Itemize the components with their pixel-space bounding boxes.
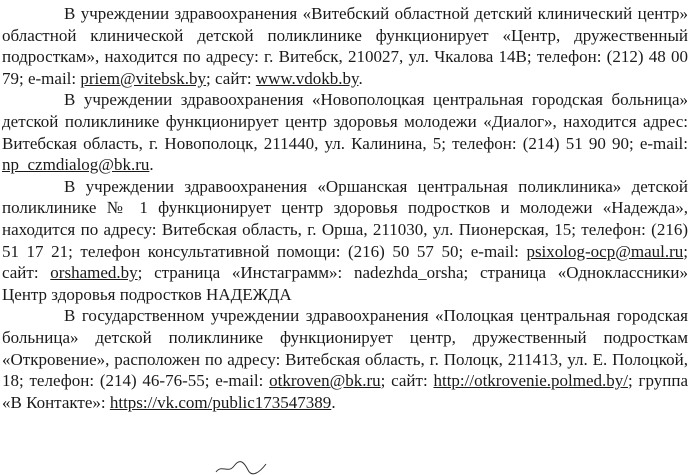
website-link[interactable]: http://otkrovenie.polmed.by/ — [433, 371, 628, 391]
paragraph-text: В учреждении здравоохранения «Витебский областной детский клинический центр» областной клинической детской поликлинике функционирует «Центр, дружественный подросткам», находится по адресу: г. Витебск, 210027, ул. Чкалова 14В; телефон: (212) 48 00 79; e-mail: — [2, 4, 688, 88]
paragraph-text: В государственном учреждении здравоохранения «Полоцкая центральная городская больница» детской поликлинике функционирует центр, дружественный подросткам «Откровение», расположен по адресу: Витебская область, г. Полоцк, 211413, ул. Е. Полоцкой, 18; телефон: (214) 46-76-55; e-mail: — [2, 306, 688, 391]
email-link[interactable]: priem@vitebsk.by — [80, 68, 207, 88]
paragraph-vitebsk-center — [2, 3, 688, 89]
website-link[interactable]: orshamed.by — [50, 263, 138, 283]
vk-group-link[interactable]: https://vk.com/public173547389 — [109, 392, 332, 412]
paragraph-text: ; сайт: — [380, 371, 434, 391]
paragraph-novopolotsk-center — [2, 89, 688, 175]
paragraph-text: ; страница «Инстаграмм»: nadezhda_orsha; страница «Одноклассники» Центр здоровья подростков НАДЕЖДА — [2, 263, 688, 304]
paragraph-text: . — [331, 392, 336, 412]
paragraph-text: ; сайт: — [2, 241, 688, 283]
paragraph-polotsk-center — [2, 305, 688, 413]
paragraph-text: . — [149, 155, 154, 175]
paragraph-orsha-center — [2, 176, 688, 306]
email-link[interactable]: psixolog-ocp@maul.ru — [526, 241, 684, 261]
paragraph-text: В учреждении здравоохранения «Оршанская центральная поликлиника» детской поликлинике № 1 функционирует центр здоровья подростков и молодежи «Надежда», находится по адресу: Витебская область, г. Орша, 211030, ул. Пионерская, 15; телефон: (216) 51 17 21; телефон консультативной помощи: (216) 50 57 50; e-mail: — [2, 176, 688, 261]
paragraph-text: В учреждении здравоохранения «Новополоцкая центральная городская больница» детской поликлинике функционирует центр здоровья молодежи «Диалог», находится адрес: Витебская область, г. Новополоцк, 211440, ул. Калинина, 5; телефон: (214) 51 90 90; e-mail: — [2, 90, 688, 153]
website-link[interactable]: www.vdokb.by — [255, 68, 359, 88]
paragraph-text: ; группа «В Контакте»: — [2, 371, 688, 412]
email-link[interactable]: np_czmdialog@bk.ru — [2, 155, 150, 175]
paragraph-text: ; сайт: — [206, 68, 256, 88]
handwritten-mark — [214, 460, 274, 475]
paragraph-text: . — [358, 68, 363, 88]
email-link[interactable]: otkroven@bk.ru — [269, 371, 381, 391]
